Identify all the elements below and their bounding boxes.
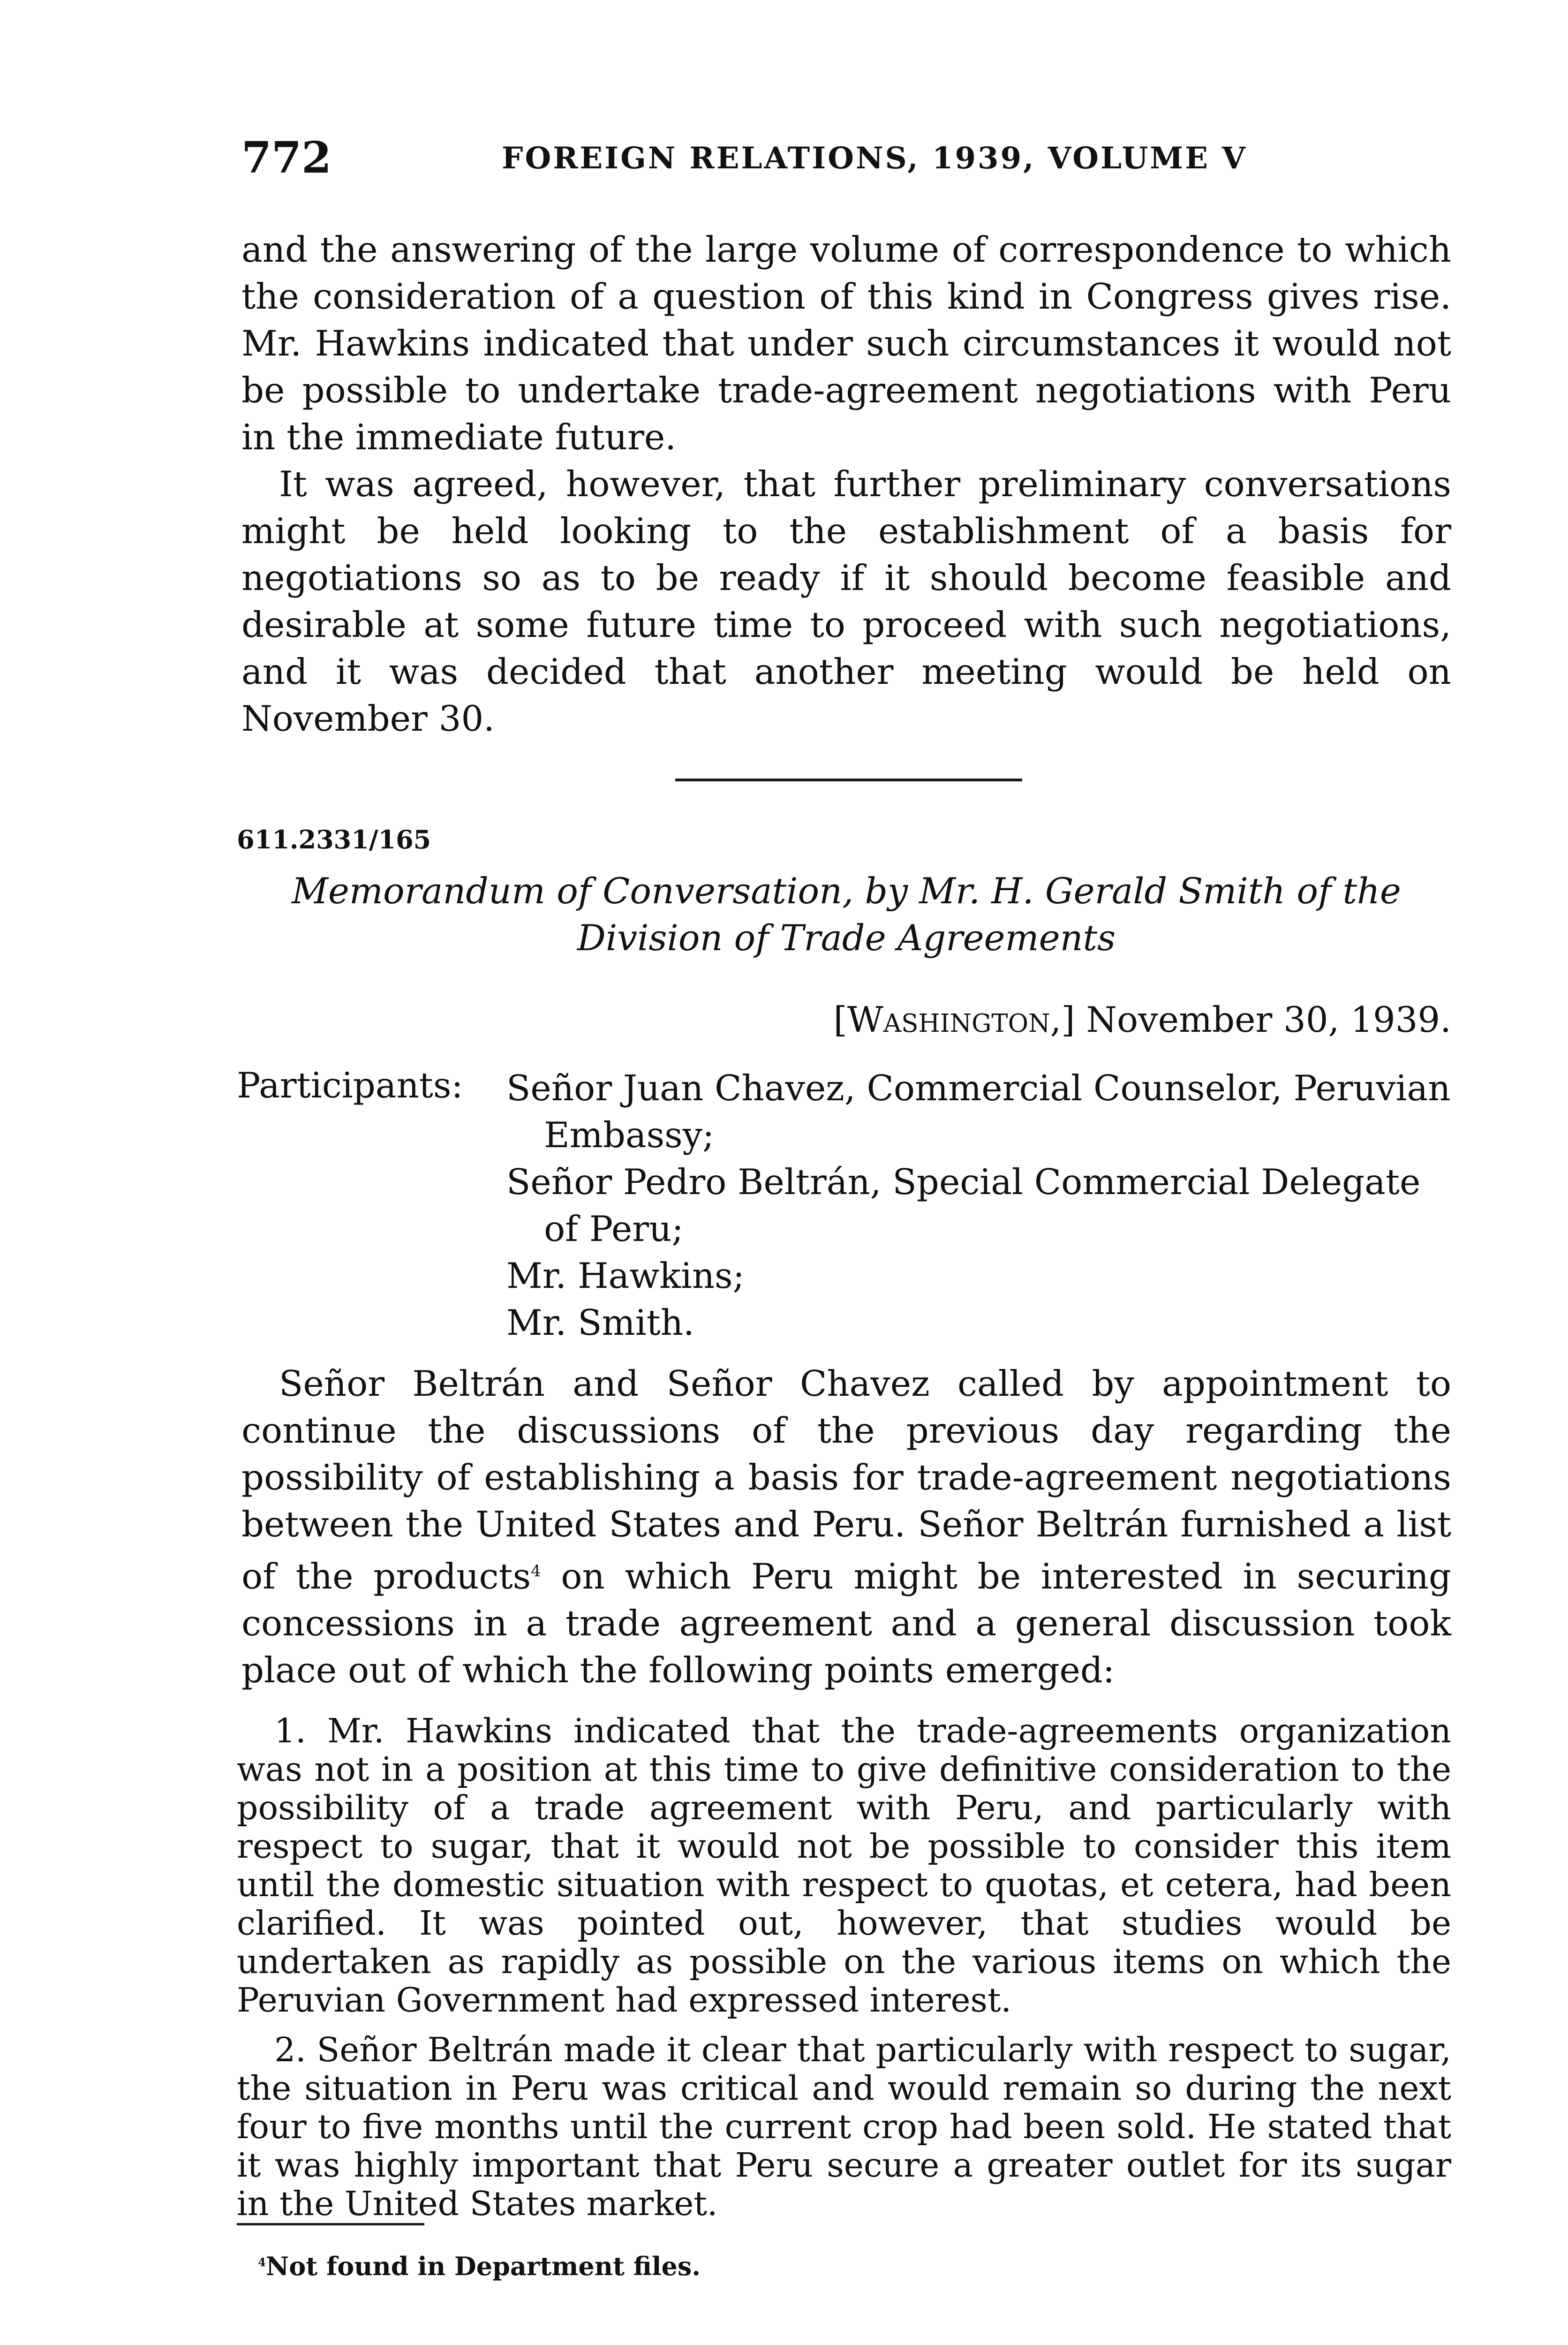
participant-line: Mr. Hawkins;: [506, 1255, 745, 1296]
running-title: FOREIGN RELATIONS, 1939, VOLUME V: [502, 141, 1247, 176]
memo-dateline: [825, 999, 1451, 1040]
paragraph-continued: and the answering of the large volume of correspondence to which the consideration of a question of this kind in Congress gives rise. Mr. Hawkins indicated that under such circumstances it would not be possible to undertake trade-agreement negotiations with Peru in the immediate future.: [241, 229, 1451, 458]
memo-title-line-1: Memorandum of Conversation, by Mr. H. Gerald Smith of the: [292, 870, 1401, 912]
participant-continuation: Embassy;: [544, 1114, 715, 1156]
file-reference: 611.2331/165: [237, 825, 431, 855]
numbered-point-2: 2. Señor Beltrán made it clear that particularly with respect to sugar, the situation in Peru was critical and would remain so during the next four to five months until the current crop had been sold. He stated that it was highly important that Peru secure a greater outlet for its sugar in the United States market.: [237, 2030, 1451, 2223]
footnote: [258, 2251, 701, 2281]
participants-label: Participants:: [237, 1065, 463, 1106]
dateline-date: November 30, 1939.: [1086, 999, 1451, 1040]
participant-entry: [506, 1065, 1454, 1158]
numbered-point-1: 1. Mr. Hawkins indicated that the trade-agreements organization was not in a position at this time to give definitive consideration to the possibility of a trade agreement with Peru, and particularly with respect to sugar, that it would not be possible to consider this item until the domestic situation with respect to quotas, et cetera, had been clarified. It was pointed out, however, that studies would be undertaken as rapidly as possible on the various items on which the Peruvian Government had expressed interest.: [237, 1711, 1451, 2020]
page-number: 772: [241, 132, 332, 183]
discussion-text-start: Señor Beltrán and Señor Chavez called by appointment to continue the discussions of the previous day regarding the possibility of establishing a basis for trade-agreement negotiations between the United States and Peru. Señor Beltrán furnished a list of the products: [241, 1363, 1451, 1597]
footnote-text: Not found in Department files.: [265, 2251, 701, 2281]
dateline-close-bracket: ,]: [1050, 999, 1075, 1040]
participant-entry: [506, 1299, 1454, 1346]
section-divider: [675, 779, 1022, 781]
participant-entry: [506, 1158, 1454, 1252]
footnote-rule: [237, 2223, 424, 2225]
discussion-text-end: on which Peru might be interested in securing concessions in a trade agreement and a general discussion took place out of which the following points emerged:: [241, 1556, 1451, 1691]
memo-title: [241, 868, 1451, 961]
participant-line: Señor Juan Chavez, Commercial Counselor, Peruvian: [506, 1067, 1451, 1109]
dateline-open-bracket: [: [833, 999, 847, 1040]
participant-line: Mr. Smith.: [506, 1302, 694, 1343]
participant-continuation: of Peru;: [544, 1208, 684, 1249]
footnote-reference: 4: [531, 1562, 541, 1580]
participant-line: Señor Pedro Beltrán, Special Commercial Delegate: [506, 1161, 1421, 1203]
participant-entry: [506, 1252, 1454, 1299]
memo-title-line-2: Division of Trade Agreements: [577, 917, 1116, 959]
paragraph-agreement: It was agreed, however, that further preliminary conversations might be held looking to the establishment of a basis for negotiations so as to be ready if it should become feasible and desirable at some future time to proceed with such negotiations, and it was decided that another meeting would be held on November 30.: [241, 463, 1451, 739]
paragraph-discussion: [241, 1360, 1451, 1694]
dateline-place: Washington: [847, 999, 1050, 1040]
footnote-marker: 4: [258, 2255, 266, 2269]
